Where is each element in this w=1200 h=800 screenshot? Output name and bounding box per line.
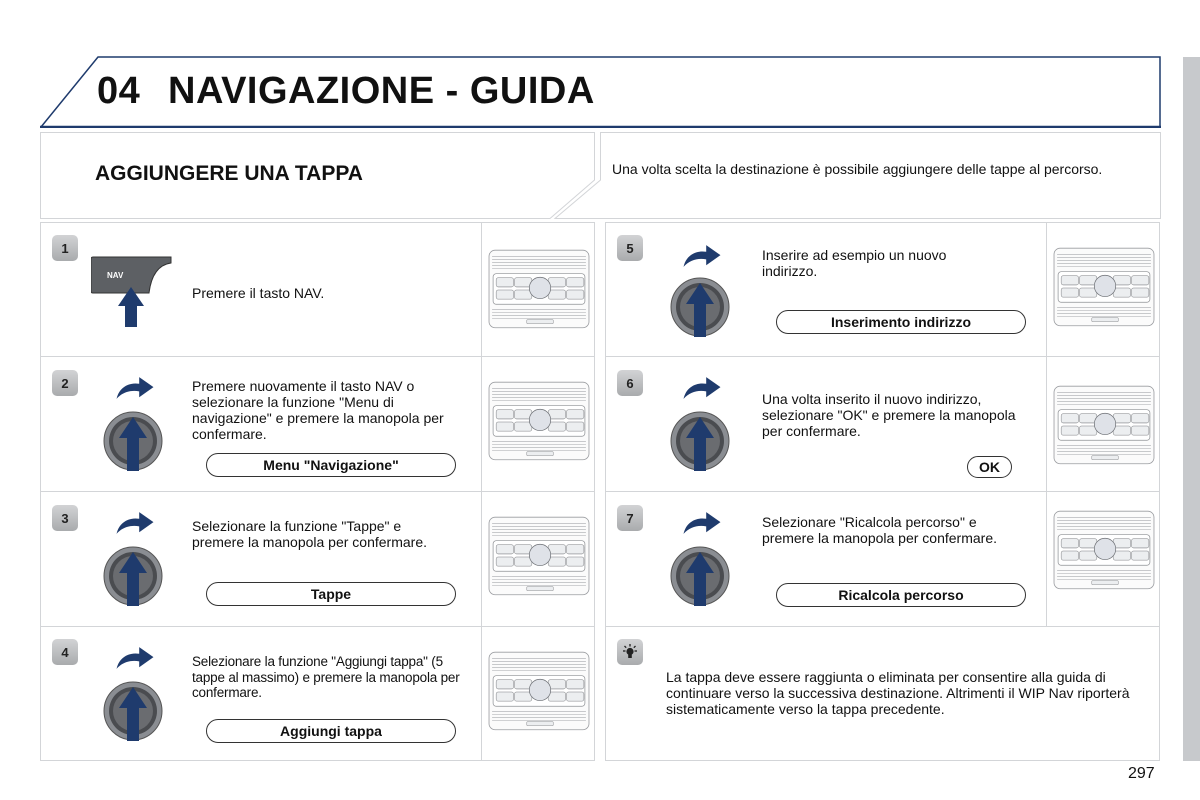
chapter-title: NAVIGAZIONE - GUIDA: [168, 70, 595, 112]
panel-thumb-cell: [1046, 357, 1160, 491]
control-panel-image: [1053, 509, 1155, 593]
step-3: [40, 491, 595, 627]
panel-thumb-cell: [481, 223, 595, 356]
nav-key-icon: [91, 253, 183, 331]
turn-arrow-icon: [114, 645, 156, 671]
step-badge: 1: [52, 235, 78, 261]
step-5: [605, 222, 1160, 357]
step-text: Selezionare la funzione "Aggiungi tappa" (5 tappe al massimo) e premere la manopola per confermare.: [192, 654, 460, 700]
rotary-knob-icon: [103, 401, 173, 481]
turn-arrow-icon: [681, 243, 723, 269]
step-badge: 4: [52, 639, 78, 665]
section-title: AGGIUNGERE UNA TAPPA: [95, 162, 363, 185]
aggiungi-tappa-button[interactable]: Aggiungi tappa: [206, 719, 456, 743]
step-6: [605, 356, 1160, 492]
panel-thumb-cell: [481, 357, 595, 491]
step-text: Inserire ad esempio un nuovo indirizzo.: [762, 247, 947, 279]
step-2: [40, 356, 595, 492]
step-badge: 3: [52, 505, 78, 531]
panel-thumb-cell: [481, 492, 595, 626]
inserimento-indirizzo-button[interactable]: Inserimento indirizzo: [776, 310, 1026, 334]
step-badge: 5: [617, 235, 643, 261]
section-intro: Una volta scelta la destinazione è possibile aggiungere delle tappe al percorso.: [612, 161, 1103, 177]
step-text: Premere nuovamente il tasto NAV o selezionare la funzione "Menu di navigazione" e premere la manopola per confermare.: [192, 378, 444, 442]
rotary-knob-icon: [103, 536, 173, 616]
chapter-side-tab: [1183, 57, 1200, 761]
panel-thumb-cell: [1046, 223, 1160, 356]
control-panel-image: [488, 650, 590, 734]
turn-arrow-icon: [681, 375, 723, 401]
step-badge: 7: [617, 505, 643, 531]
lightbulb-icon: [617, 639, 643, 665]
control-panel-image: [488, 380, 590, 464]
chapter-number: 04: [97, 70, 141, 112]
step-7: [605, 491, 1160, 627]
tappe-button[interactable]: Tappe: [206, 582, 456, 606]
turn-arrow-icon: [681, 510, 723, 536]
control-panel-image: [488, 248, 590, 332]
rotary-knob-icon: [670, 267, 740, 347]
menu-navigazione-button[interactable]: Menu "Navigazione": [206, 453, 456, 477]
step-badge: 6: [617, 370, 643, 396]
rotary-knob-icon: [670, 536, 740, 616]
panel-thumb-cell: [1046, 492, 1160, 626]
control-panel-image: [1053, 384, 1155, 468]
page-number: 297: [1128, 765, 1155, 782]
ok-button[interactable]: OK: [967, 456, 1012, 478]
nav-key-label: NAV: [107, 271, 124, 280]
control-panel-image: [488, 515, 590, 599]
tip-note-text: La tappa deve essere raggiunta o eliminata per consentire alla guida di continuare verso la successiva destinazione. Altrimenti il WIP Nav riporterà sistematicamente verso la tappa precedente.: [666, 669, 1130, 717]
step-text: Selezionare "Ricalcola percorso" e premere la manopola per confermare.: [762, 514, 998, 546]
turn-arrow-icon: [114, 375, 156, 401]
rotary-knob-icon: [670, 401, 740, 481]
step-text: Premere il tasto NAV.: [192, 285, 325, 301]
step-4: [40, 626, 595, 761]
turn-arrow-icon: [114, 510, 156, 536]
step-1: [40, 222, 595, 357]
step-badge: 2: [52, 370, 78, 396]
ricalcola-percorso-button[interactable]: Ricalcola percorso: [776, 583, 1026, 607]
rotary-knob-icon: [103, 671, 173, 751]
step-text: Una volta inserito il nuovo indirizzo, selezionare "OK" e premere la manopola per confermare.: [762, 391, 1016, 439]
panel-thumb-cell: [481, 627, 595, 760]
step-text: Selezionare la funzione "Tappe" e premere la manopola per confermare.: [192, 518, 428, 550]
control-panel-image: [1053, 246, 1155, 330]
